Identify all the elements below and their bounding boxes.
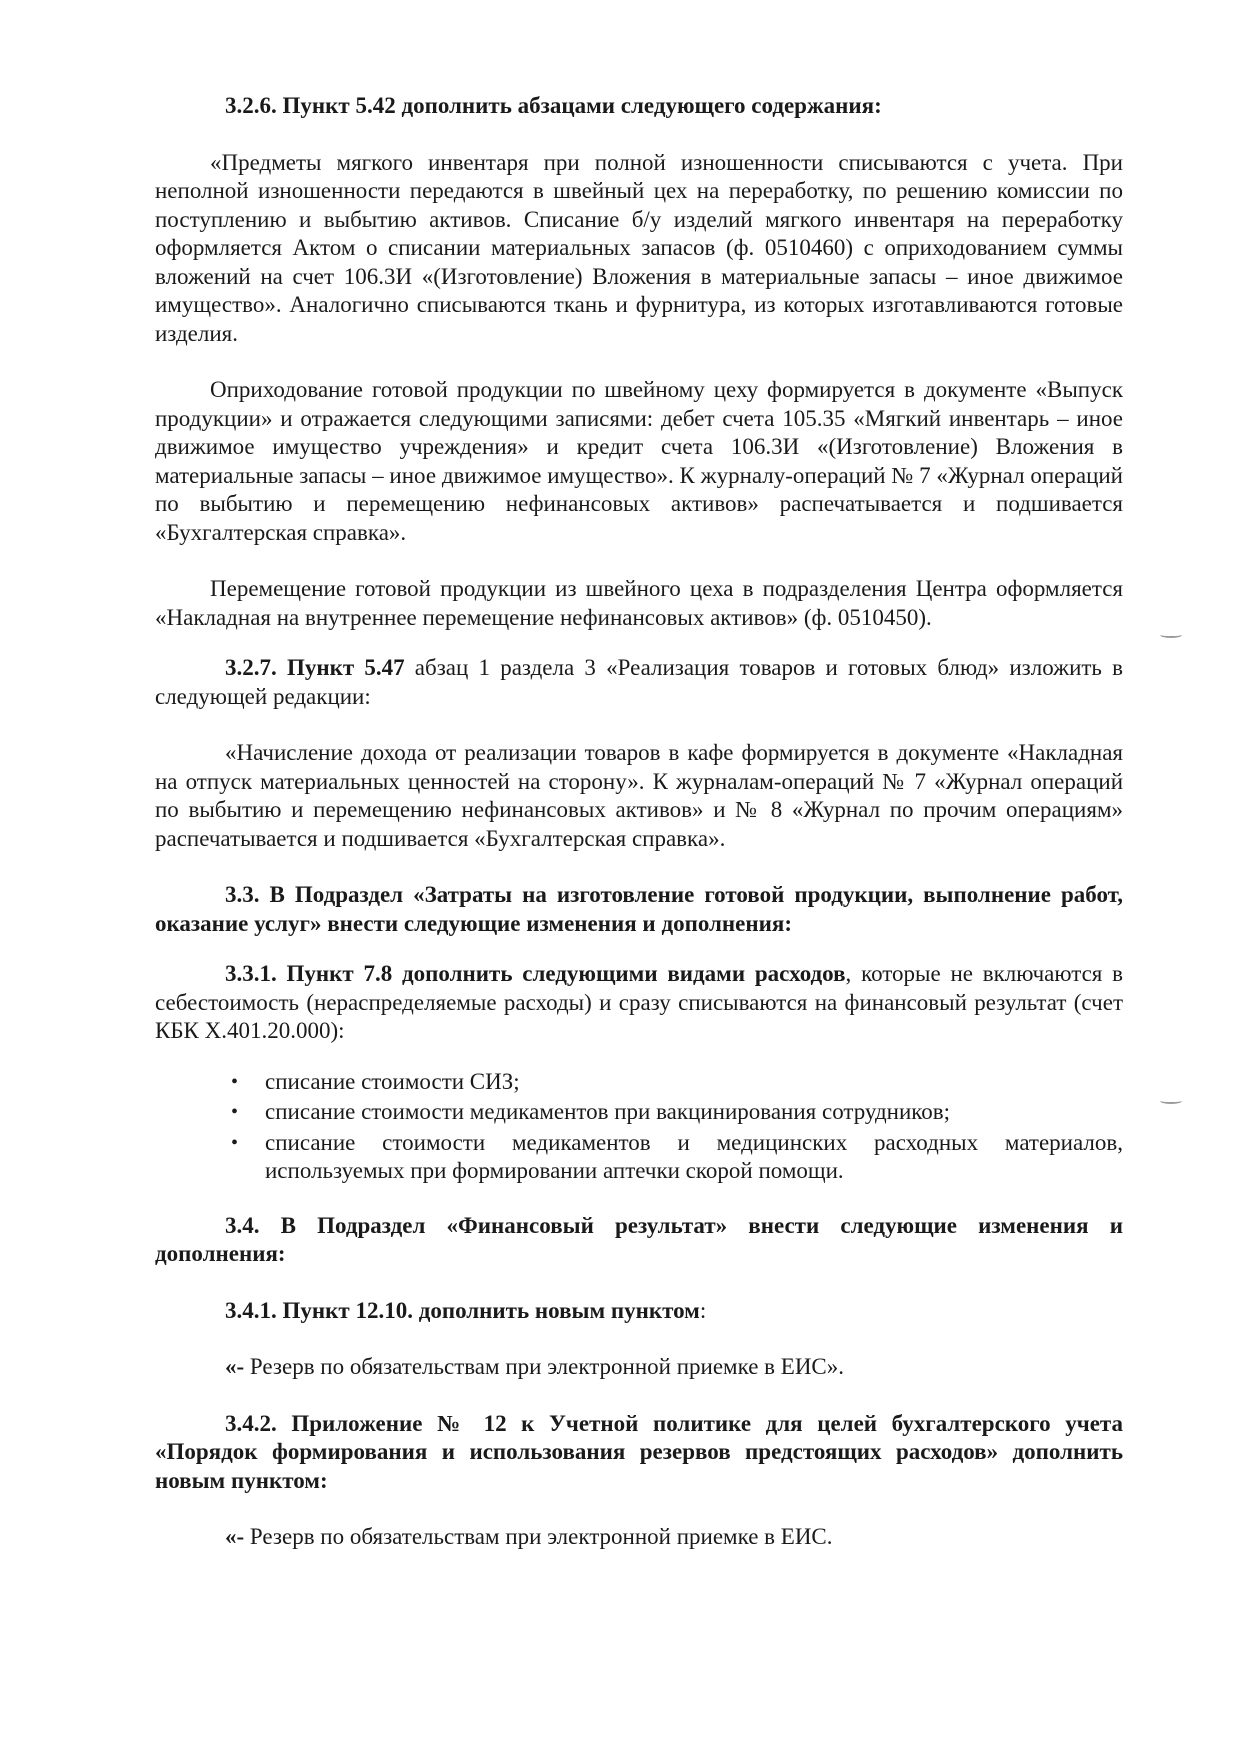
bullet-icon: •: [231, 1131, 239, 1154]
section-3-4-2-quote: [155, 1523, 1123, 1552]
section-3-3-1-heading-rest: , которые не включаются в себестоимость (нераспределяемые расходы) и сразу списываются на финансовый результат (счет КБК Х.401.20.000):: [155, 961, 1123, 1043]
section-3-4-1-heading-bold: 3.4.1. Пункт 12.10. дополнить новым пунктом: [225, 1297, 700, 1323]
list-item: [155, 1129, 1123, 1186]
list-item: [155, 1098, 1123, 1127]
bullet-icon: •: [231, 1101, 239, 1123]
section-3-2-6-heading: 3.2.6. Пункт 5.42 дополнить абзацами следующего содержания:: [225, 93, 882, 118]
scan-artifact-mark: [1160, 1098, 1182, 1104]
section-3-3-heading: 3.3. В Подраздел «Затраты на изготовление готовой продукции, выполнение работ, оказание услуг» внести следующие изменения и дополнения:: [155, 882, 1123, 936]
list-item-text: списание стоимости медикаментов при вакцинирования сотрудников;: [265, 1099, 951, 1124]
section-3-2-7-paragraph-1: «Начисление дохода от реализации товаров в кафе формируется в документе «Накладная на отпуск материальных ценностей на сторону». К журналам-операций № 7 «Журнал операций по выбытию и перемещению нефинансовых активов» и № 8 «Журнал по прочим операциям» распечатывается и подшивается «Бухгалтерская справка».: [155, 740, 1123, 851]
section-3-4-heading: 3.4. В Подраздел «Финансовый результат» внести следующие изменения и дополнения:: [155, 1212, 1123, 1266]
section-3-4-2-heading: 3.4.2. Приложение № 12 к Учетной политике для целей бухгалтерского учета «Порядок формирования и использования резервов предстоящих расходов» дополнить новым пунктом:: [155, 1410, 1123, 1493]
section-3-3-1-bullet-list: [155, 1068, 1123, 1186]
section-3-4-1-heading: [155, 1297, 1123, 1326]
section-3-2-6-paragraph-1: «Предметы мягкого инвентаря при полной изношенности списываются с учета. При неполной изношенности передаются в швейный цех на переработку, по решению комиссии по поступлению и выбытию активов. Списание б/у изделий мягкого инвентаря на переработку оформляется Актом о списании материальных запасов (ф. 0510460) с оприходованием суммы вложений на счет 106.3И «(Изготовление) Вложения в материальные запасы – иное движимое имущество». Аналогично списываются ткань и фурнитура, из которых изготавливаются готовые изделия.: [155, 149, 1123, 346]
section-3-4-2-quote-mark: «-: [225, 1524, 245, 1549]
section-3-4-1-quote: [155, 1353, 1123, 1382]
section-3-4-1-quote-mark: «-: [225, 1354, 245, 1379]
section-3-4-2-quote-text: Резерв по обязательствам при электронной приемке в ЕИС.: [244, 1524, 833, 1549]
section-3-4-1-quote-text: Резерв по обязательствам при электронной приемке в ЕИС».: [244, 1354, 845, 1379]
section-3-4-1-heading-rest: :: [699, 1297, 707, 1323]
section-3-2-6-paragraph-2: Оприходование готовой продукции по швейному цеху формируется в документе «Выпуск продукции» и отражается следующими записями: дебет счета 105.35 «Мягкий инвентарь – иное движимое имущество учреждения» и кредит счета 106.3И «(Изготовление) Вложения в материальные запасы – иное движимое имущество». К журналу-операций № 7 «Журнал операций по выбытию и перемещению нефинансовых активов» распечатывается и подшивается «Бухгалтерская справка».: [155, 377, 1123, 545]
list-item: [155, 1068, 1123, 1097]
section-3-2-7-heading-rest: абзац 1 раздела 3 «Реализация товаров и готовых блюд» изложить в следующей редакции:: [155, 655, 1123, 709]
list-item-text: списание стоимости медикаментов и медицинских расходных материалов, используемых при формировании аптечки скорой помощи.: [265, 1129, 1123, 1183]
section-3-3-1-heading-bold: 3.3.1. Пункт 7.8 дополнить следующими видами расходов: [225, 961, 846, 986]
document-page: [155, 92, 1123, 1552]
section-3-2-6-paragraph-3: Перемещение готовой продукции из швейного цеха в подразделения Центра оформляется «Накладная на внутреннее перемещение нефинансовых активов» (ф. 0510450).: [155, 576, 1123, 630]
list-item-text: списание стоимости СИЗ;: [265, 1068, 520, 1094]
section-3-3-1-heading: [155, 960, 1123, 1046]
section-3-2-7-heading: [155, 654, 1123, 711]
section-3-2-7-heading-bold: 3.2.7. Пункт 5.47: [225, 655, 405, 680]
bullet-icon: •: [231, 1070, 239, 1093]
scan-artifact-mark: [1160, 632, 1182, 638]
